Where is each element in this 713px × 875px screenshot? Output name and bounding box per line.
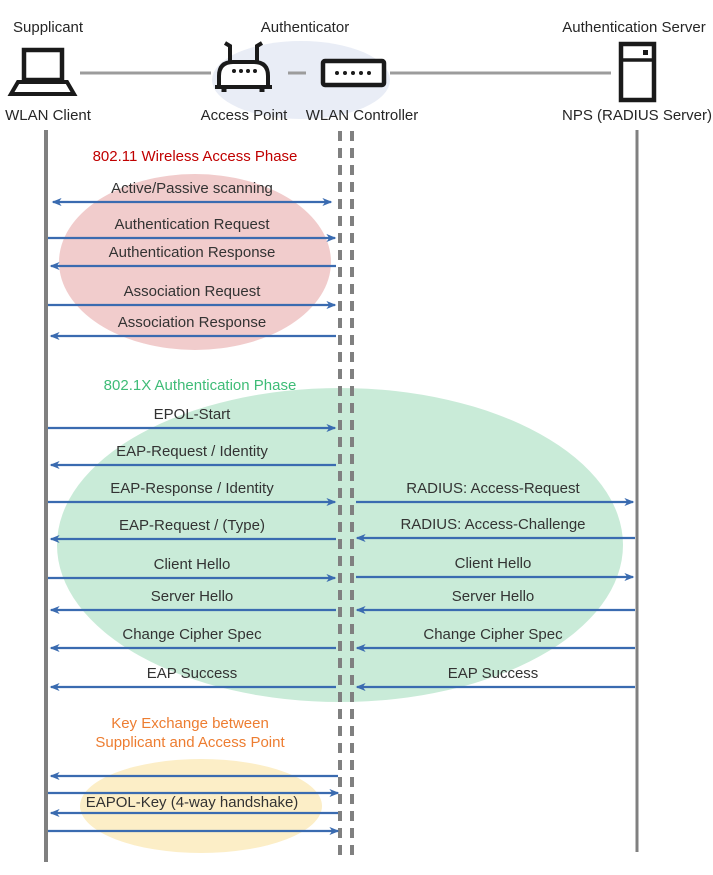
phase-title-key-exchange-line1: Key Exchange between <box>111 715 269 732</box>
role-authentication-server: Authentication Server <box>562 19 706 36</box>
message-label: EAP Success <box>447 665 539 682</box>
laptop-icon <box>11 50 74 94</box>
phase-title-key-exchange <box>60 714 320 752</box>
role-authenticator: Authenticator <box>260 19 350 36</box>
node-label-access-point: Access Point <box>200 107 288 124</box>
message-label: Active/Passive scanning <box>111 180 273 197</box>
phase-title-key-exchange-line2: Supplicant and Access Point <box>95 734 285 751</box>
message-label: RADIUS: Access-Challenge <box>400 516 586 533</box>
message-label: Server Hello <box>150 588 234 605</box>
node-label-wlan-client: WLAN Client <box>5 107 91 124</box>
message-label: Authentication Response <box>108 244 276 261</box>
message-label: Change Cipher Spec <box>122 626 262 643</box>
message-label: EAP-Request / (Type) <box>119 517 265 534</box>
wlan-controller-icon <box>323 61 384 85</box>
node-label-nps: NPS (RADIUS Server) <box>561 107 713 124</box>
phase-title-80211-wireless-access: 802.11 Wireless Access Phase <box>92 148 298 165</box>
message-label: Association Response <box>117 314 267 331</box>
message-label: Association Request <box>123 283 261 300</box>
message-label: Change Cipher Spec <box>423 626 563 643</box>
message-label: Client Hello <box>153 556 231 573</box>
message-label: EAP-Request / Identity <box>116 443 268 460</box>
server-icon <box>621 44 654 100</box>
message-label: Server Hello <box>451 588 535 605</box>
phase-title-8021x-authentication: 802.1X Authentication Phase <box>103 377 297 394</box>
message-label: EAPOL-Key (4-way handshake) <box>85 794 299 811</box>
message-label: EAP-Response / Identity <box>110 480 274 497</box>
message-label: RADIUS: Access-Request <box>406 480 580 497</box>
message-label: Authentication Request <box>114 216 270 233</box>
message-label: EAP Success <box>146 665 238 682</box>
role-supplicant: Supplicant <box>13 19 84 36</box>
node-label-wlan-controller: WLAN Controller <box>305 107 419 124</box>
message-label: EPOL-Start <box>153 406 231 423</box>
message-label: Client Hello <box>454 555 532 572</box>
